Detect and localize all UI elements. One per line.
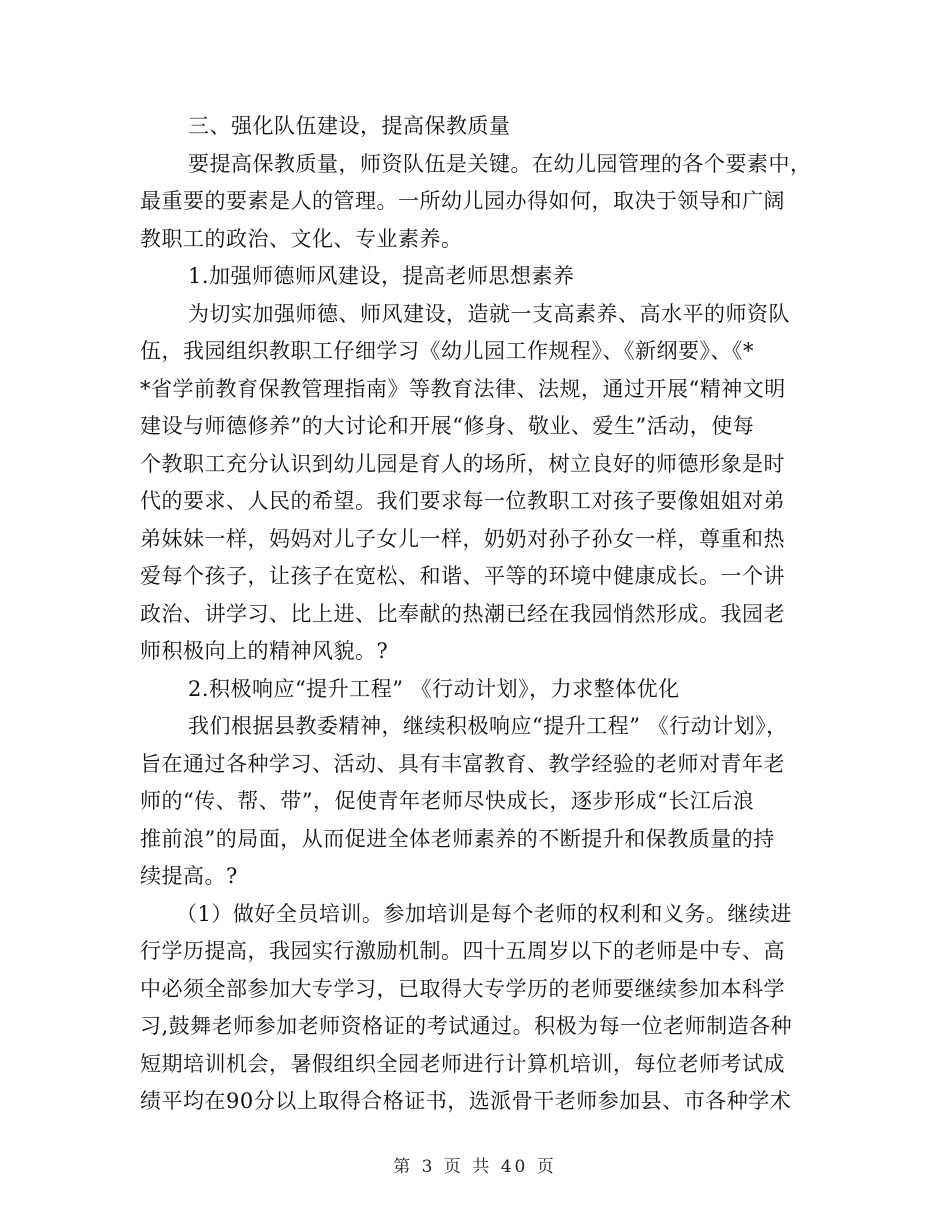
text-line: 个教职工充分认识到幼儿园是育人的场所，树立良好的师德形象是时 <box>140 451 785 476</box>
text-line: 爱每个孩子，让孩子在宽松、和谐、平等的环境中健康成长。一个讲 <box>140 564 785 588</box>
text-line: 师积极向上的精神风貌。? <box>140 639 389 663</box>
text-line: （1）做好全员培训。参加培训是每个老师的权利和义务。继续进 <box>176 901 792 926</box>
document-body <box>140 108 812 1121</box>
text-line: 三、强化队伍建设，提高保教质量 <box>188 114 511 138</box>
text-line: 我们根据县教委精神，继续积极响应“提升工程” 《行动计划》， <box>188 714 788 738</box>
text-line: *省学前教育保教管理指南》等教育法律、法规，通过开展“精神文明 <box>140 376 786 401</box>
page-footer: 第 3 页 共 40 页 <box>393 1157 557 1177</box>
text-line: 最重要的要素是人的管理。一所幼儿园办得如何，取决于领导和广阔 <box>140 189 785 213</box>
text-line: 政治、讲学习、比上进、比奉献的热潮已经在我园悄然形成。我园老 <box>140 601 785 626</box>
text-line: 弟妹妹一样，妈妈对儿子女儿一样，奶奶对孙子孙女一样，尊重和热 <box>140 526 785 551</box>
text-line: 代的要求、人民的希望。我们要求每一位教职工对孩子要像姐姐对弟 <box>140 489 785 513</box>
text-line: 伍，我园组织教职工仔细学习《幼儿园工作规程》、《新纲要》、《* <box>140 339 754 363</box>
text-line: 绩平均在90分以上取得合格证书，选派骨干老师参加县、市各种学术 <box>140 1089 792 1113</box>
text-line: 续提高。? <box>140 864 238 888</box>
text-line: 行学历提高，我园实行激励机制。四十五周岁以下的老师是中专、高 <box>140 939 785 963</box>
text-line: 建设与师德修养”的大讨论和开展“修身、敬业、爱生”活动，使每 <box>140 414 755 438</box>
text-line: 2.积极响应“提升工程” 《行动计划》，力求整体优化 <box>188 676 680 701</box>
text-line: 教职工的政治、文化、专业素养。 <box>140 226 463 251</box>
text-line: 1.加强师德师风建设，提高老师思想素养 <box>188 264 575 288</box>
text-line: 习,鼓舞老师参加老师资格证的考试通过。积极为每一位老师制造各种 <box>140 1014 793 1038</box>
text-line: 旨在通过各种学习、活动、具有丰富教育、教学经验的老师对青年老 <box>140 751 785 776</box>
text-line: 中必须全部参加大专学习，已取得大专学历的老师要继续参加本科学 <box>140 976 785 1001</box>
text-line: 短期培训机会，暑假组织全园老师进行计算机培训，每位老师考试成 <box>140 1051 785 1076</box>
text-line: 为切实加强师德、师风建设，造就一支高素养、高水平的师资队 <box>188 301 790 326</box>
text-line: 推前浪”的局面，从而促进全体老师素养的不断提升和保教质量的持 <box>140 826 775 851</box>
text-line: 师的“传、帮、带”，促使青年老师尽快成长，逐步形成“长江后浪 <box>140 789 755 813</box>
text-line: 要提高保教质量，师资队伍是关键。在幼儿园管理的各个要素中， <box>188 151 812 176</box>
